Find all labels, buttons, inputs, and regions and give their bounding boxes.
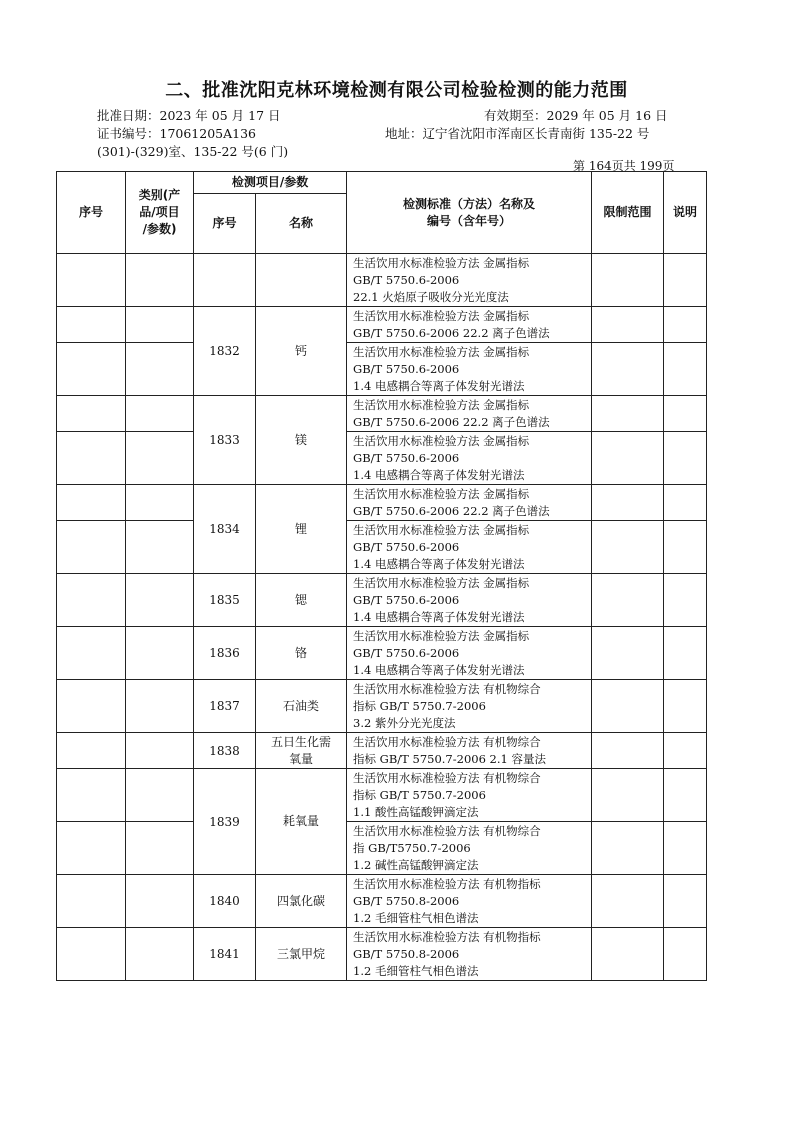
standard-cell	[347, 875, 592, 928]
category-cell	[126, 769, 194, 822]
item-name	[256, 307, 347, 396]
item-number: 1835	[194, 574, 256, 627]
standard-line: 生活饮用水标准检验方法 金属指标	[353, 486, 530, 501]
item-number: 1836	[194, 627, 256, 680]
seq-cell	[57, 396, 126, 432]
table-row	[57, 680, 707, 733]
page-number: 第 164页共 199页	[573, 159, 675, 173]
header-item-seq: 序号	[194, 194, 256, 254]
standard-cell	[347, 432, 592, 485]
item-number: 1838	[194, 733, 256, 769]
standard-line: 生活饮用水标准检验方法 有机物综合	[353, 823, 541, 838]
header-items: 检测项目/参数	[194, 172, 347, 194]
category-cell	[126, 680, 194, 733]
standard-line: 1.2 毛细管柱气相色谱法	[353, 910, 479, 925]
standard-cell	[347, 574, 592, 627]
item-number: 1841	[194, 928, 256, 981]
category-cell	[126, 307, 194, 343]
limit-cell	[592, 769, 664, 822]
standard-line: 1.4 电感耦合等离子体发射光谱法	[353, 467, 525, 482]
item-name	[256, 574, 347, 627]
category-cell	[126, 521, 194, 574]
header-limit: 限制范围	[592, 172, 664, 254]
note-cell	[664, 769, 707, 822]
standard-line: GB/T 5750.6-2006	[353, 361, 460, 376]
limit-cell	[592, 485, 664, 521]
item-number: 1833	[194, 396, 256, 485]
standard-line: 生活饮用水标准检验方法 有机物指标	[353, 929, 541, 944]
standard-line: 1.4 电感耦合等离子体发射光谱法	[353, 662, 525, 677]
note-cell	[664, 627, 707, 680]
header-note: 说明	[664, 172, 707, 254]
standard-cell	[347, 627, 592, 680]
item-name-line: 镁	[295, 432, 308, 447]
item-name	[256, 627, 347, 680]
table-row	[57, 396, 707, 432]
standard-line: 指 GB/T5750.7-2006	[353, 840, 471, 855]
standard-cell	[347, 680, 592, 733]
seq-cell	[57, 822, 126, 875]
item-name	[256, 769, 347, 875]
standard-cell	[347, 485, 592, 521]
item-name-line: 石油类	[283, 698, 320, 713]
seq-cell	[57, 307, 126, 343]
table-row	[57, 254, 707, 307]
address-continued: (301)-(329)室、135-22 号(6 门)	[97, 144, 289, 159]
item-name	[256, 680, 347, 733]
note-cell	[664, 680, 707, 733]
seq-cell	[57, 733, 126, 769]
note-cell	[664, 875, 707, 928]
header-category-line-3: /参数)	[142, 222, 177, 236]
valid-until: 有效期至：2029 年 05 月 16 日	[484, 108, 668, 123]
item-name-line: 四氯化碳	[277, 893, 326, 908]
standard-cell	[347, 343, 592, 396]
header-category-line-1: 类别(产	[138, 188, 181, 202]
limit-cell	[592, 875, 664, 928]
item-name-line: 耗氧量	[283, 814, 320, 828]
standard-line: 1.4 电感耦合等离子体发射光谱法	[353, 378, 525, 393]
header-item-name: 名称	[256, 194, 347, 254]
standard-cell	[347, 307, 592, 343]
limit-cell	[592, 928, 664, 981]
limit-cell	[592, 343, 664, 396]
seq-cell	[57, 680, 126, 733]
table-row	[57, 521, 707, 574]
standard-line: 1.2 毛细管柱气相色谱法	[353, 963, 479, 978]
limit-cell	[592, 574, 664, 627]
note-cell	[664, 485, 707, 521]
note-cell	[664, 396, 707, 432]
standard-cell	[347, 521, 592, 574]
limit-cell	[592, 307, 664, 343]
seq-cell	[57, 485, 126, 521]
category-cell	[126, 875, 194, 928]
limit-cell	[592, 680, 664, 733]
seq-cell	[57, 574, 126, 627]
header-category-line-2: 品/项目	[139, 205, 180, 219]
item-number	[194, 254, 256, 307]
standard-cell	[347, 396, 592, 432]
seq-cell	[57, 254, 126, 307]
standard-line: GB/T 5750.6-2006	[353, 539, 460, 554]
standard-line: 指标 GB/T 5750.7-2006 2.1 容量法	[353, 751, 546, 766]
limit-cell	[592, 396, 664, 432]
standard-line: GB/T 5750.8-2006	[353, 946, 460, 961]
standard-line: GB/T 5750.6-2006	[353, 645, 460, 660]
item-name-line: 锂	[295, 521, 308, 536]
standard-line: GB/T 5750.6-2006	[353, 272, 460, 287]
standard-line: 生活饮用水标准检验方法 有机物综合	[353, 770, 541, 785]
standard-cell	[347, 769, 592, 822]
standard-line: 1.4 电感耦合等离子体发射光谱法	[353, 556, 525, 571]
item-number: 1834	[194, 485, 256, 574]
item-name	[256, 396, 347, 485]
limit-cell	[592, 432, 664, 485]
header-category	[126, 172, 194, 254]
standard-line: 生活饮用水标准检验方法 有机物综合	[353, 681, 541, 696]
standard-line: GB/T 5750.6-2006	[353, 450, 460, 465]
category-cell	[126, 254, 194, 307]
table-row	[57, 733, 707, 769]
category-cell	[126, 733, 194, 769]
category-cell	[126, 928, 194, 981]
header-seq: 序号	[57, 172, 126, 254]
note-cell	[664, 307, 707, 343]
item-name	[256, 928, 347, 981]
limit-cell	[592, 627, 664, 680]
item-name	[256, 485, 347, 574]
standard-line: 生活饮用水标准检验方法 有机物指标	[353, 876, 541, 891]
item-name-line: 锶	[295, 592, 308, 607]
standard-line: 3.2 紫外分光光度法	[353, 715, 456, 730]
limit-cell	[592, 521, 664, 574]
item-name	[256, 875, 347, 928]
table-row	[57, 875, 707, 928]
table-row	[57, 343, 707, 396]
standard-line: GB/T 5750.6-2006	[353, 592, 460, 607]
category-cell	[126, 343, 194, 396]
cert-number: 证书编号：17061205A136	[97, 126, 257, 141]
item-name	[256, 733, 347, 769]
standard-line: 22.1 火焰原子吸收分光光度法	[353, 289, 509, 304]
header-standard-line-2: 编号（含年号）	[427, 213, 512, 228]
seq-cell	[57, 769, 126, 822]
standard-line: 生活饮用水标准检验方法 金属指标	[353, 308, 530, 323]
standard-line: 指标 GB/T 5750.7-2006	[353, 787, 486, 802]
standard-line: 生活饮用水标准检验方法 金属指标	[353, 433, 530, 448]
note-cell	[664, 432, 707, 485]
note-cell	[664, 254, 707, 307]
item-name-line: 氧量	[289, 751, 314, 766]
item-name	[256, 254, 347, 307]
seq-cell	[57, 627, 126, 680]
seq-cell	[57, 343, 126, 396]
table-row	[57, 627, 707, 680]
standard-cell	[347, 928, 592, 981]
standard-line: GB/T 5750.6-2006 22.2 离子色谱法	[353, 503, 550, 518]
item-number: 1839	[194, 769, 256, 875]
note-cell	[664, 928, 707, 981]
seq-cell	[57, 432, 126, 485]
category-cell	[126, 432, 194, 485]
category-cell	[126, 627, 194, 680]
standard-line: 生活饮用水标准检验方法 金属指标	[353, 255, 530, 270]
approval-date: 批准日期：2023 年 05 月 17 日	[97, 108, 281, 123]
category-cell	[126, 574, 194, 627]
category-cell	[126, 485, 194, 521]
item-name-line: 三氯甲烷	[277, 946, 326, 961]
standard-line: GB/T 5750.8-2006	[353, 893, 460, 908]
standard-line: 生活饮用水标准检验方法 金属指标	[353, 575, 530, 590]
table-row	[57, 432, 707, 485]
seq-cell	[57, 521, 126, 574]
header-standard-line-1: 检测标准（方法）名称及	[403, 196, 536, 211]
standard-line: GB/T 5750.6-2006 22.2 离子色谱法	[353, 325, 550, 340]
table-row	[57, 769, 707, 822]
note-cell	[664, 822, 707, 875]
standard-line: 生活饮用水标准检验方法 金属指标	[353, 522, 530, 537]
standard-cell	[347, 254, 592, 307]
item-name-line: 五日生化需	[271, 734, 332, 749]
note-cell	[664, 521, 707, 574]
standard-cell	[347, 733, 592, 769]
capability-table	[56, 171, 707, 981]
item-number: 1837	[194, 680, 256, 733]
note-cell	[664, 733, 707, 769]
note-cell	[664, 343, 707, 396]
seq-cell	[57, 928, 126, 981]
standard-line: 生活饮用水标准检验方法 金属指标	[353, 397, 530, 412]
address: 地址：辽宁省沈阳市浑南区长青南街 135-22 号	[385, 126, 650, 141]
table-row	[57, 574, 707, 627]
limit-cell	[592, 733, 664, 769]
table-row	[57, 485, 707, 521]
page-title: 二、批准沈阳克林环境检测有限公司检验检测的能力范围	[165, 80, 628, 101]
note-cell	[664, 574, 707, 627]
standard-line: 生活饮用水标准检验方法 金属指标	[353, 628, 530, 643]
standard-line: 生活饮用水标准检验方法 有机物综合	[353, 734, 541, 749]
item-number: 1832	[194, 307, 256, 396]
standard-line: 1.1 酸性高锰酸钾滴定法	[353, 804, 479, 819]
limit-cell	[592, 254, 664, 307]
header-standard	[347, 172, 592, 254]
limit-cell	[592, 822, 664, 875]
seq-cell	[57, 875, 126, 928]
item-name-line: 钙	[295, 343, 308, 358]
item-number: 1840	[194, 875, 256, 928]
standard-line: 指标 GB/T 5750.7-2006	[353, 698, 486, 713]
standard-line: 生活饮用水标准检验方法 金属指标	[353, 344, 530, 359]
category-cell	[126, 822, 194, 875]
standard-line: 1.4 电感耦合等离子体发射光谱法	[353, 609, 525, 624]
standard-line: 1.2 碱性高锰酸钾滴定法	[353, 857, 479, 872]
table-row	[57, 307, 707, 343]
item-name-line: 铬	[295, 645, 308, 660]
category-cell	[126, 396, 194, 432]
table-row	[57, 822, 707, 875]
standard-line: GB/T 5750.6-2006 22.2 离子色谱法	[353, 414, 550, 429]
table-row	[57, 928, 707, 981]
standard-cell	[347, 822, 592, 875]
